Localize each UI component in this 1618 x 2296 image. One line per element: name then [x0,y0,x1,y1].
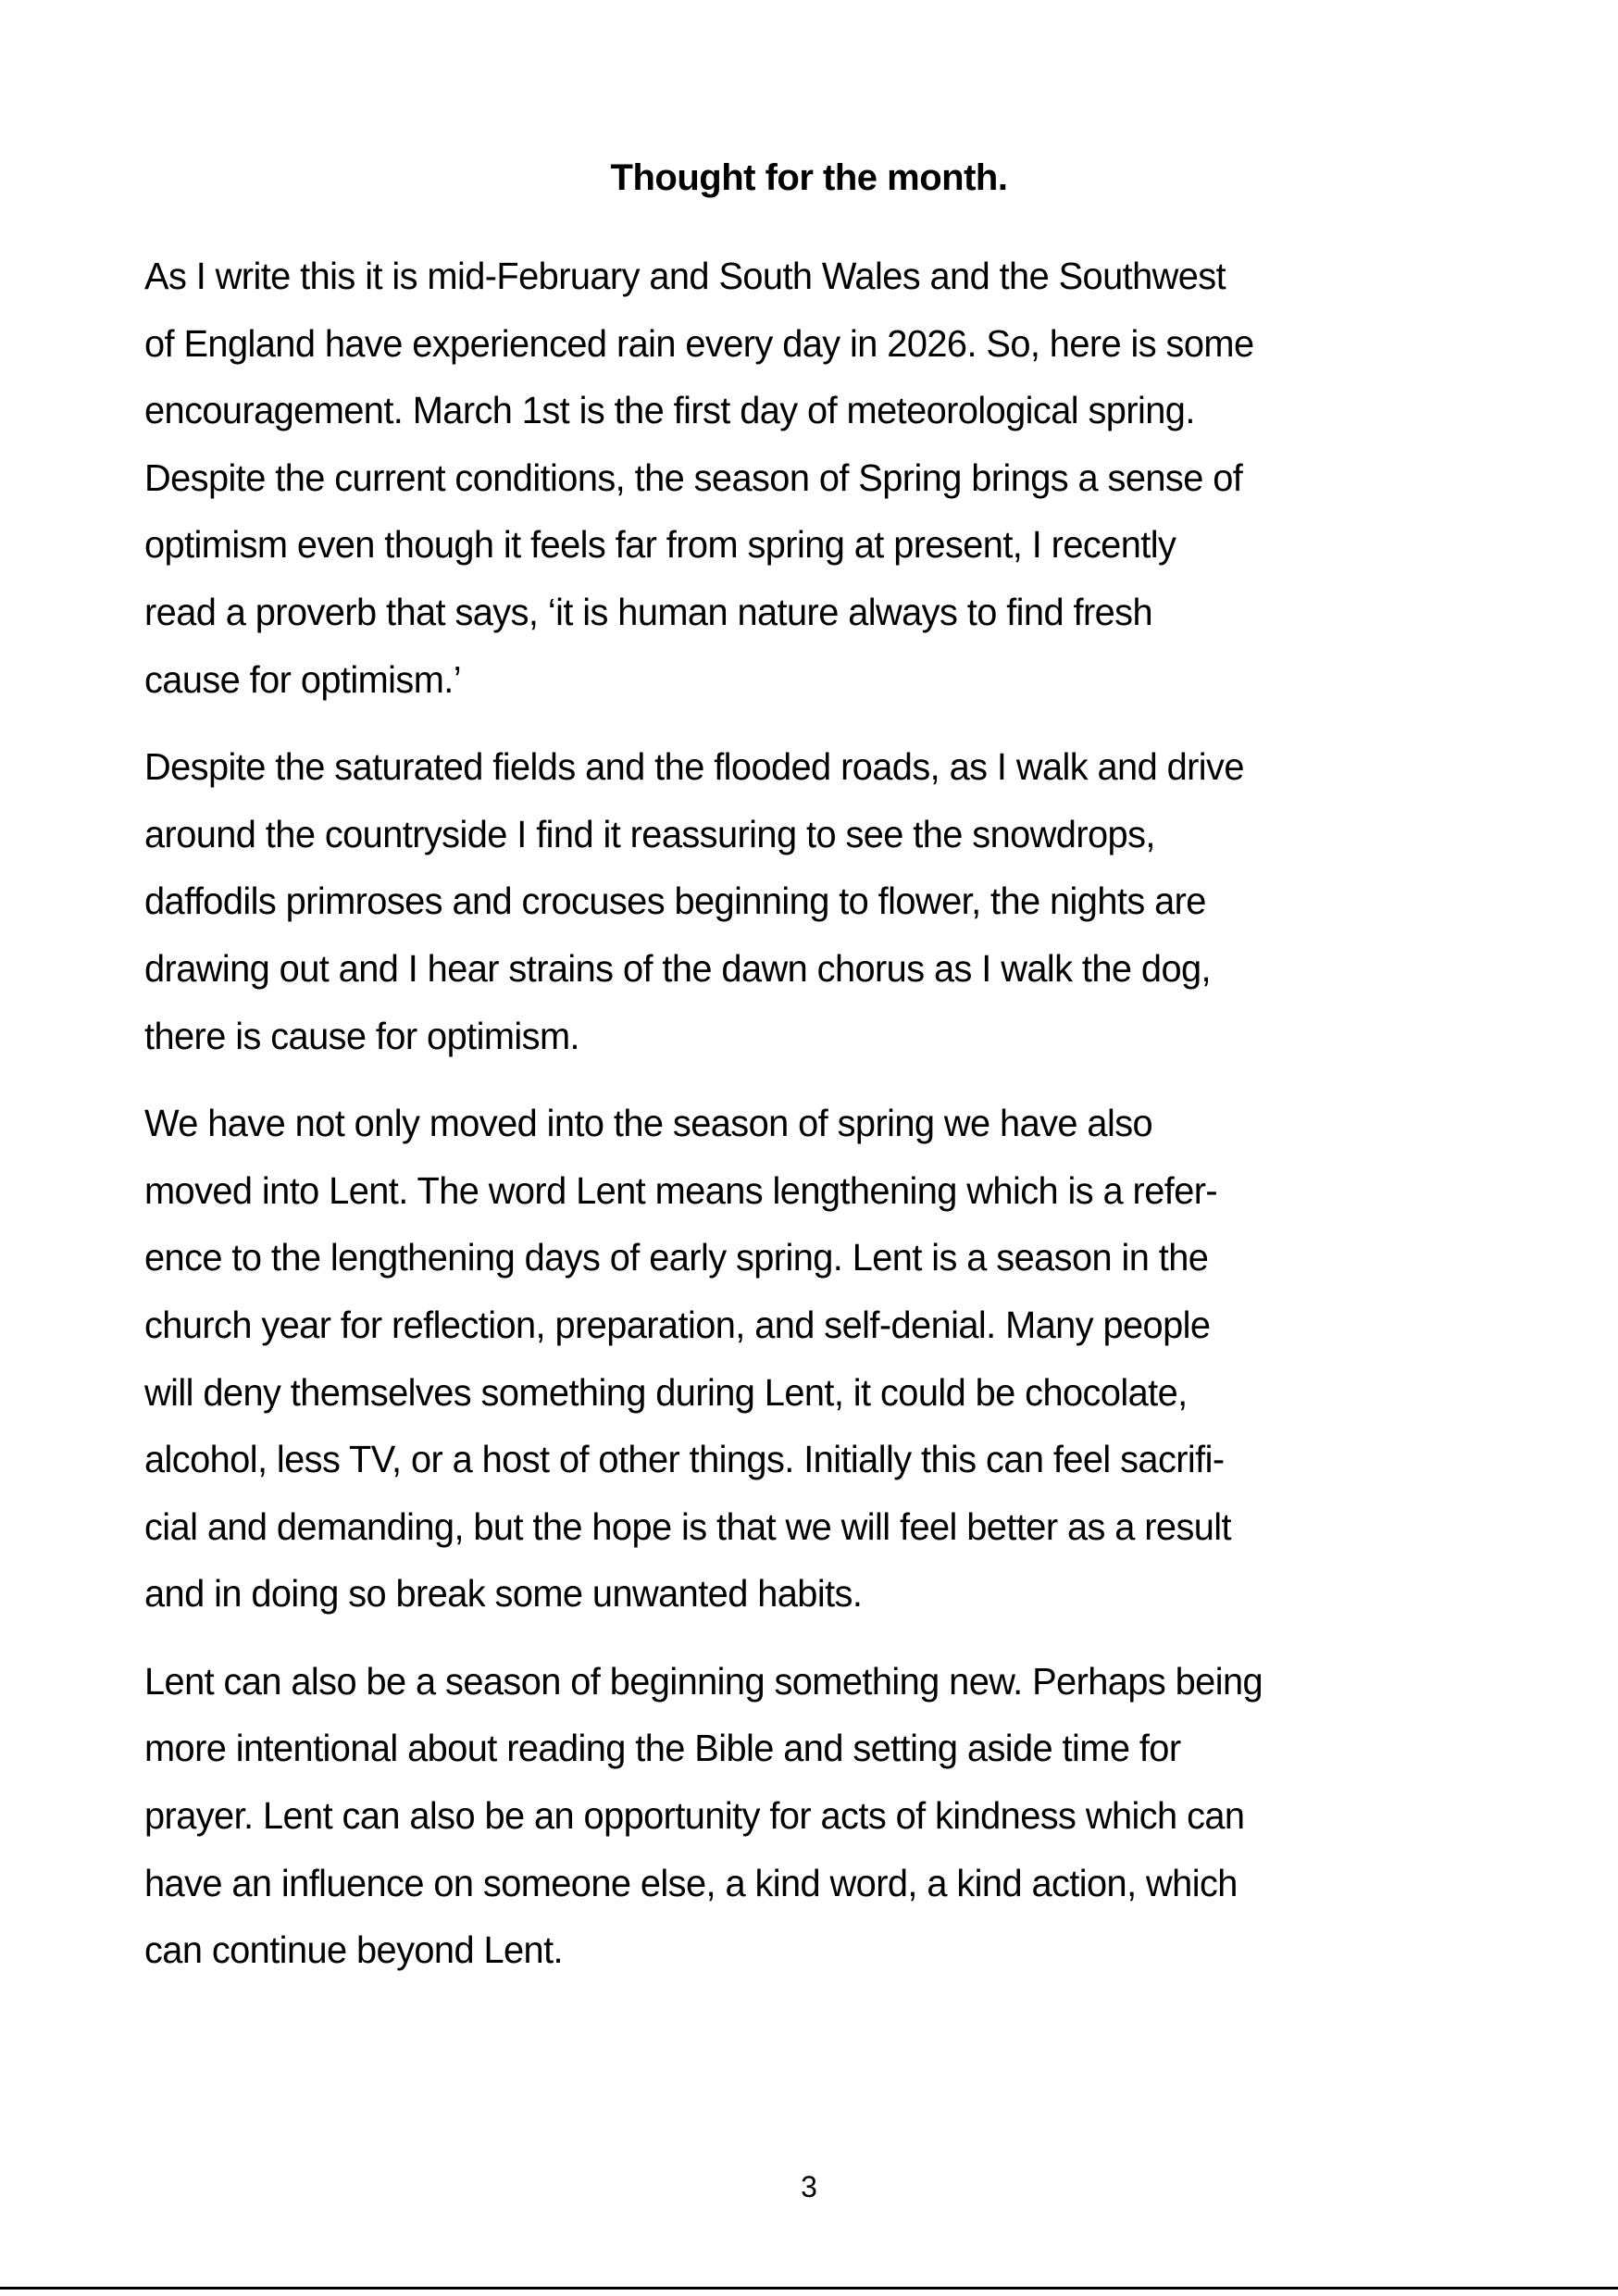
text-line: encouragement. March 1st is the first day of meteorological spring. [144,389,1195,432]
text-line: read a proverb that says, ‘it is human nature always to find fresh [144,590,1152,633]
page-title: Thought for the month. [610,157,1008,198]
text-line: of England have experienced rain every day in 2026. So, here is some [144,321,1254,365]
bottom-rule-divider [0,2287,1618,2290]
text-line: optimism even though it feels far from spring at present, I recently [144,523,1176,567]
text-line: daffodils primroses and crocuses beginning to flower, the nights are [144,880,1206,923]
text-line: ence to the lengthening days of early spring. Lent is a season in the [144,1236,1209,1279]
text-line: prayer. Lent can also be an opportunity for acts of kindness which can [144,1794,1245,1838]
article-body [144,243,1487,2004]
text-line: and in doing so break some unwanted habits. [144,1572,863,1616]
text-line: around the countryside I find it reassuring to see the snowdrops, [144,812,1155,855]
paragraph-1 [144,243,1487,713]
text-line: We have not only moved into the season of spring we have also [144,1102,1153,1145]
text-line: there is cause for optimism. [144,1014,579,1057]
text-line: Despite the current conditions, the season of Spring brings a sense of [144,455,1243,499]
text-line: cial and demanding, but the hope is that we will feel better as a result [144,1504,1232,1548]
text-line: more intentional about reading the Bible and setting aside time for [144,1727,1181,1770]
text-line: drawing out and I hear strains of the dawn chorus as I walk the dog, [144,946,1212,990]
text-line: As I write this it is mid-February and South Wales and the Southwest [144,255,1226,297]
text-line: Lent can also be a season of beginning something new. Perhaps being [144,1659,1263,1703]
paragraph-4 [144,1648,1487,1984]
text-line: alcohol, less TV, or a host of other things. Initially this can feel sacrifi- [144,1438,1225,1481]
text-line: can continue beyond Lent. [144,1928,564,1972]
paragraph-3 [144,1090,1487,1628]
text-line: Despite the saturated fields and the flooded roads, as I walk and drive [144,745,1244,789]
text-line: will deny themselves something during Lent, it could be chocolate, [144,1370,1188,1414]
paragraph-2 [144,733,1487,1069]
text-line: moved into Lent. The word Lent means lengthening which is a refer- [144,1168,1218,1212]
page-number: 3 [801,2170,817,2203]
text-line: cause for optimism.’ [144,657,461,701]
text-line: church year for reflection, preparation, and self-denial. Many people [144,1303,1211,1346]
text-line: have an influence on someone else, a kind word, a kind action, which [144,1861,1238,1904]
